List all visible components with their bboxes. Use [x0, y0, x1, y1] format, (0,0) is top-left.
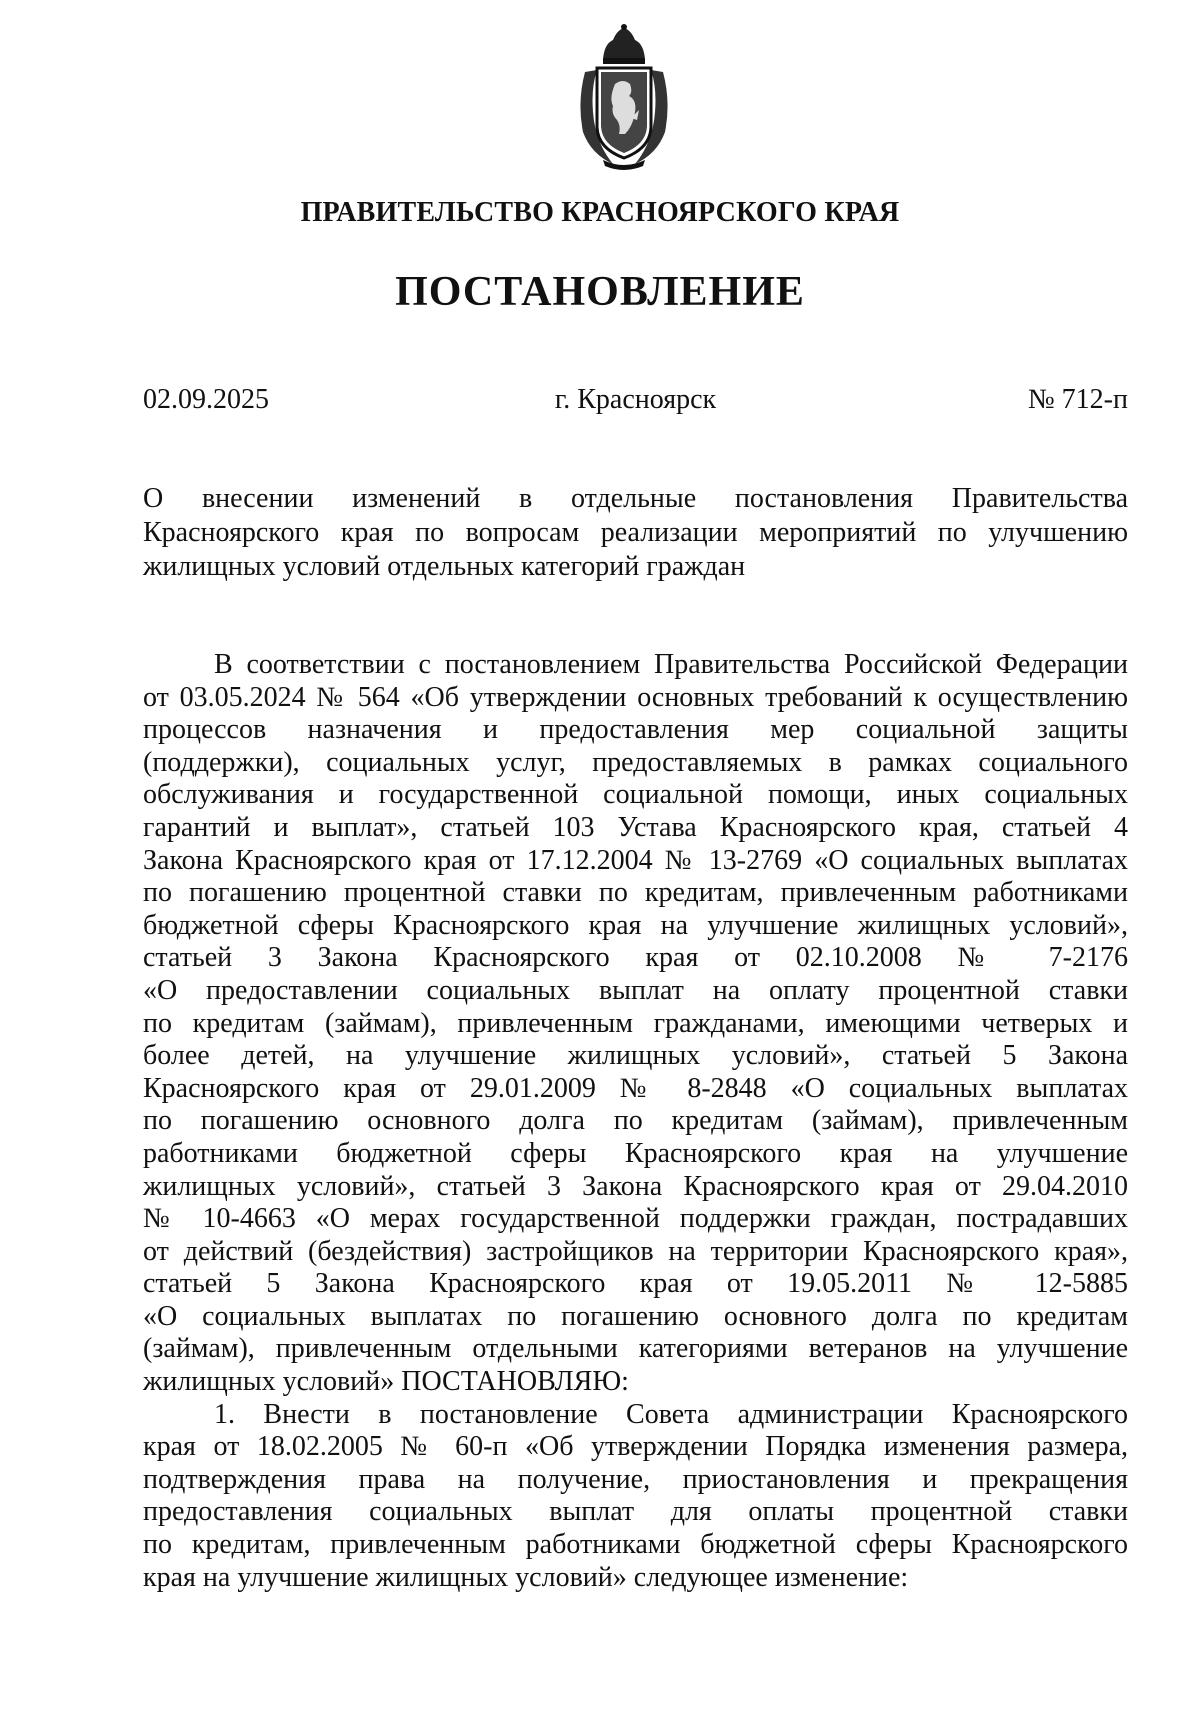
- body-line: обслуживания и государственной социальной помощи, иных социальных: [143, 779, 1128, 811]
- body-line: бюджетной сферы Красноярского края на улучшение жилищных условий»,: [143, 909, 1128, 941]
- body-line: (займам), привлеченным отдельными категориями ветеранов на улучшение: [143, 1333, 1128, 1365]
- body-line: «О социальных выплатах по погашению основного долга по кредитам: [143, 1300, 1128, 1332]
- body-line: по кредитам (займам), привлеченным гражданами, имеющими четверых и: [143, 1007, 1128, 1039]
- document-type: ПОСТАНОВЛЕНИЕ: [395, 269, 805, 315]
- organization-name: ПРАВИТЕЛЬСТВО КРАСНОЯРСКОГО КРАЯ: [300, 197, 900, 228]
- item-1-line: по кредитам, привлеченным работниками бюджетной сферы Красноярского: [143, 1529, 1128, 1561]
- body-line: по погашению процентной ставки по кредитам, привлеченным работниками: [143, 877, 1128, 909]
- document-number: № 712-п: [1027, 384, 1128, 415]
- document-body: [143, 649, 1128, 1594]
- body-line: В соответствии с постановлением Правительства Российской Федерации: [214, 649, 1128, 680]
- title-line: жилищных условий отдельных категорий граждан: [143, 551, 746, 582]
- krasnoyarsk-coat-of-arms-icon: [573, 22, 675, 172]
- body-line: статьей 5 Закона Красноярского края от 19.05.2011 № 12-5885: [143, 1268, 1128, 1300]
- item-1-line: 1. Внести в постановление Совета администрации Красноярского: [214, 1398, 1128, 1430]
- item-1-line: подтверждения права на получение, приостановления и прекращения: [143, 1463, 1128, 1495]
- body-line: (поддержки), социальных услуг, предоставляемых в рамках социального: [143, 746, 1128, 778]
- body-line: от действий (бездействия) застройщиков на территории Красноярского края»,: [143, 1235, 1128, 1267]
- body-line: работниками бюджетной сферы Красноярского края на улучшение: [143, 1137, 1128, 1169]
- body-line: Красноярского края от 29.01.2009 № 8-2848 «О социальных выплатах: [143, 1072, 1128, 1104]
- body-line: от 03.05.2024 № 564 «Об утверждении основных требований к осуществлению: [143, 681, 1128, 713]
- body-line: по погашению основного долга по кредитам (займам), привлеченным: [143, 1105, 1128, 1137]
- document-meta: [143, 384, 1128, 420]
- body-line: жилищных условий», статьей 3 Закона Красноярского края от 29.04.2010: [143, 1170, 1128, 1202]
- body-line: гарантий и выплат», статьей 103 Устава Красноярского края, статьей 4: [143, 811, 1128, 843]
- body-line: Закона Красноярского края от 17.12.2004 № 13-2769 «О социальных выплатах: [143, 844, 1128, 876]
- document-date: 02.09.2025: [143, 384, 269, 415]
- document-city: г. Красноярск: [554, 384, 717, 415]
- item-1-line: края на улучшение жилищных условий» следующее изменение:: [143, 1561, 909, 1593]
- document-title: [143, 482, 1128, 584]
- body-line: более детей, на улучшение жилищных условий», статьей 5 Закона: [143, 1040, 1128, 1072]
- body-line: «О предоставлении социальных выплат на оплату процентной ставки: [143, 974, 1128, 1006]
- body-line: жилищных условий» ПОСТАНОВЛЯЮ:: [143, 1366, 629, 1398]
- body-line: процессов назначения и предоставления мер социальной защиты: [143, 714, 1128, 746]
- body-line: статьей 3 Закона Красноярского края от 02.10.2008 № 7-2176: [143, 942, 1128, 974]
- item-1-line: предоставления социальных выплат для оплаты процентной ставки: [143, 1496, 1128, 1528]
- title-line: О внесении изменений в отдельные постановления Правительства: [143, 483, 1128, 514]
- title-line: Красноярского края по вопросам реализации мероприятий по улучшению: [143, 517, 1128, 548]
- item-1-line: края от 18.02.2005 № 60-п «Об утверждении Порядка изменения размера,: [143, 1431, 1128, 1463]
- body-line: № 10-4663 «О мерах государственной поддержки граждан, пострадавших: [143, 1203, 1128, 1235]
